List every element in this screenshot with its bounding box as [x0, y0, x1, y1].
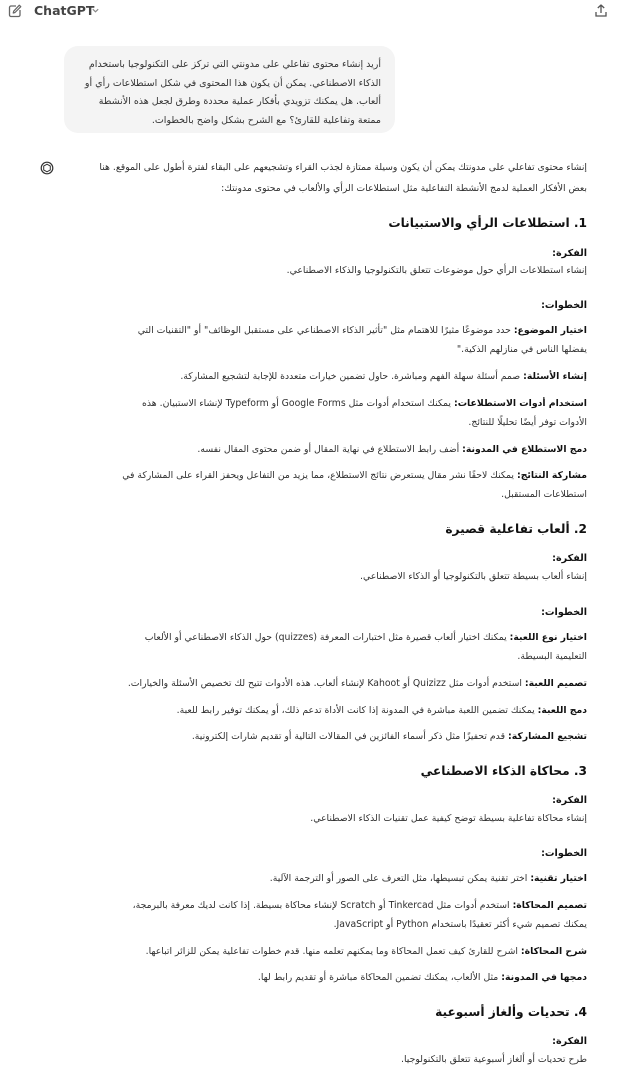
s2-step1-line2: التعليمية البسيطة. — [517, 651, 587, 662]
openai-logo-icon — [40, 161, 54, 175]
s1-step3-line1: استخدام أدوات الاستطلاعات: يمكنك استخدام أدوات مثل Google Forms أو Typeform لإنشاء الاستبيان. هذه — [142, 398, 587, 409]
s1-step2: إنشاء الأسئلة: صمم أسئلة سهلة الفهم ومباشرة. حاول تضمين خيارات متعددة للإجابة لتشجيع المشاركة. — [180, 371, 587, 382]
section-2-idea: إنشاء ألعاب بسيطة تتعلق بالتكنولوجيا أو الذكاء الاصطناعي. — [360, 571, 587, 582]
intro-line-2: بعض الأفكار العملية لدمج الأنشطة التفاعلية مثل استطلاعات الرأي والألعاب في محتوى مدونتك: — [221, 183, 587, 194]
section-3-title: 3. محاكاة الذكاء الاصطناعي — [420, 764, 587, 778]
s1-step1-line2: يفضلها الناس في منازلهم الذكية." — [456, 344, 587, 355]
section-2-steps-label: الخطوات: — [541, 607, 587, 618]
s2-step1-line1: اختيار نوع اللعبة: يمكنك اختيار ألعاب قصيرة مثل اختبارات المعرفة (quizzes) حول الذكاء الاصطناعي أو الألعاب — [144, 632, 587, 643]
section-3-steps-label: الخطوات: — [541, 848, 587, 859]
section-2-idea-label: الفكرة: — [552, 553, 587, 564]
section-1-steps-label: الخطوات: — [541, 300, 587, 311]
s3-step2-line2: يمكنك تصميم شيء أكثر تعقيدًا باستخدام Python أو JavaScript. — [333, 919, 587, 930]
top-bar — [0, 0, 627, 26]
app-title[interactable]: ChatGPT — [34, 3, 95, 18]
section-3-idea-label: الفكرة: — [552, 795, 587, 806]
section-4-idea: طرح تحديات أو ألغاز أسبوعية تتعلق بالتكنولوجيا. — [400, 1054, 587, 1065]
user-message-text: أريد إنشاء محتوى تفاعلي على مدونتي التي تركز على التكنولوجيا باستخدام الذكاء الاصطناعي. يمكن أن يكون هذا المحتوى في شكل استطلاعات رأي أو ألعاب. هل يمكنك تزويدي بأفكار عملية محددة وطرق لجعل هذه الأنشطة ممتعة وتفاعلية للقارئ؟ مع الشرح بشكل واضح بالخطوات. — [84, 59, 381, 126]
s3-step2-line1: تصميم المحاكاة: استخدم أدوات مثل Tinkercad أو Scratch لإنشاء محاكاة بسيطة. إذا كانت لديك معرفة بالبرمجة، — [132, 900, 587, 911]
s1-step4: دمج الاستطلاع في المدونة: أضف رابط الاستطلاع في نهاية المقال أو ضمن محتوى المقال نفسه. — [197, 444, 587, 455]
section-1-idea: إنشاء استطلاعات الرأي حول موضوعات تتعلق بالتكنولوجيا والذكاء الاصطناعي. — [286, 265, 587, 276]
s1-step3-line2: الأدوات توفر أيضًا تحليلًا للنتائج. — [468, 417, 587, 428]
s2-step4: تشجيع المشاركة: قدم تحفيزًا مثل ذكر أسماء الفائزين في المقالات التالية أو تقديم شارات إلكترونية. — [191, 731, 587, 742]
share-upload-icon[interactable] — [593, 3, 609, 19]
chevron-down-icon[interactable] — [91, 6, 100, 15]
s3-step1: اختيار تقنية: اختر تقنية يمكن تبسيطها، مثل التعرف على الصور أو الترجمة الآلية. — [269, 873, 587, 884]
intro-line-1: إنشاء محتوى تفاعلي على مدونتك يمكن أن يكون وسيلة ممتازة لجذب القراء وتشجيعهم على البقاء لفترة أطول على الموقع. هنا — [99, 162, 587, 173]
s2-step3: دمج اللعبة: يمكنك تضمين اللعبة مباشرة في المدونة إذا كانت الأداة تدعم ذلك، أو يمكنك توفير رابط للعبة. — [176, 705, 587, 716]
section-4-title: 4. تحديات وألغاز أسبوعية — [435, 1005, 587, 1019]
s2-step2: تصميم اللعبة: استخدم أدوات مثل Quizizz أو Kahoot لإنشاء ألعاب. هذه الأدوات تتيح لك تخصيص الأسئلة والخيارات. — [127, 678, 587, 689]
section-3-idea: إنشاء محاكاة تفاعلية بسيطة توضح كيفية عمل تقنيات الذكاء الاصطناعي. — [310, 813, 587, 824]
section-1-title: 1. استطلاعات الرأي والاستبيانات — [388, 216, 587, 230]
s1-step1-line1: اختيار الموضوع: حدد موضوعًا مثيرًا للاهتمام مثل "تأثير الذكاء الاصطناعي على مستقبل الوظائف" أو "التقنيات التي — [137, 325, 587, 336]
section-4-idea-label: الفكرة: — [552, 1036, 587, 1047]
section-1-idea-label: الفكرة: — [552, 248, 587, 259]
s3-step4: دمجها في المدونة: مثل الألعاب، يمكنك تضمين المحاكاة مباشرة أو تقديم رابط لها. — [257, 972, 587, 983]
section-2-title: 2. ألعاب تفاعلية قصيرة — [445, 522, 587, 536]
s1-step5-line2: استطلاعات المستقبل. — [501, 489, 587, 500]
edit-pencil-icon[interactable] — [7, 3, 23, 19]
user-message-bubble — [64, 46, 395, 133]
s1-step5-line1: مشاركة النتائج: يمكنك لاحقًا نشر مقال يستعرض نتائج الاستطلاع، مما يزيد من التفاعل ويحفز القراء على المشاركة في — [122, 470, 587, 481]
s3-step3: شرح المحاكاة: اشرح للقارئ كيف تعمل المحاكاة وما يمكنهم تعلمه منها. قدم خطوات تفاعلية يمكن للزائر اتباعها. — [145, 946, 587, 957]
